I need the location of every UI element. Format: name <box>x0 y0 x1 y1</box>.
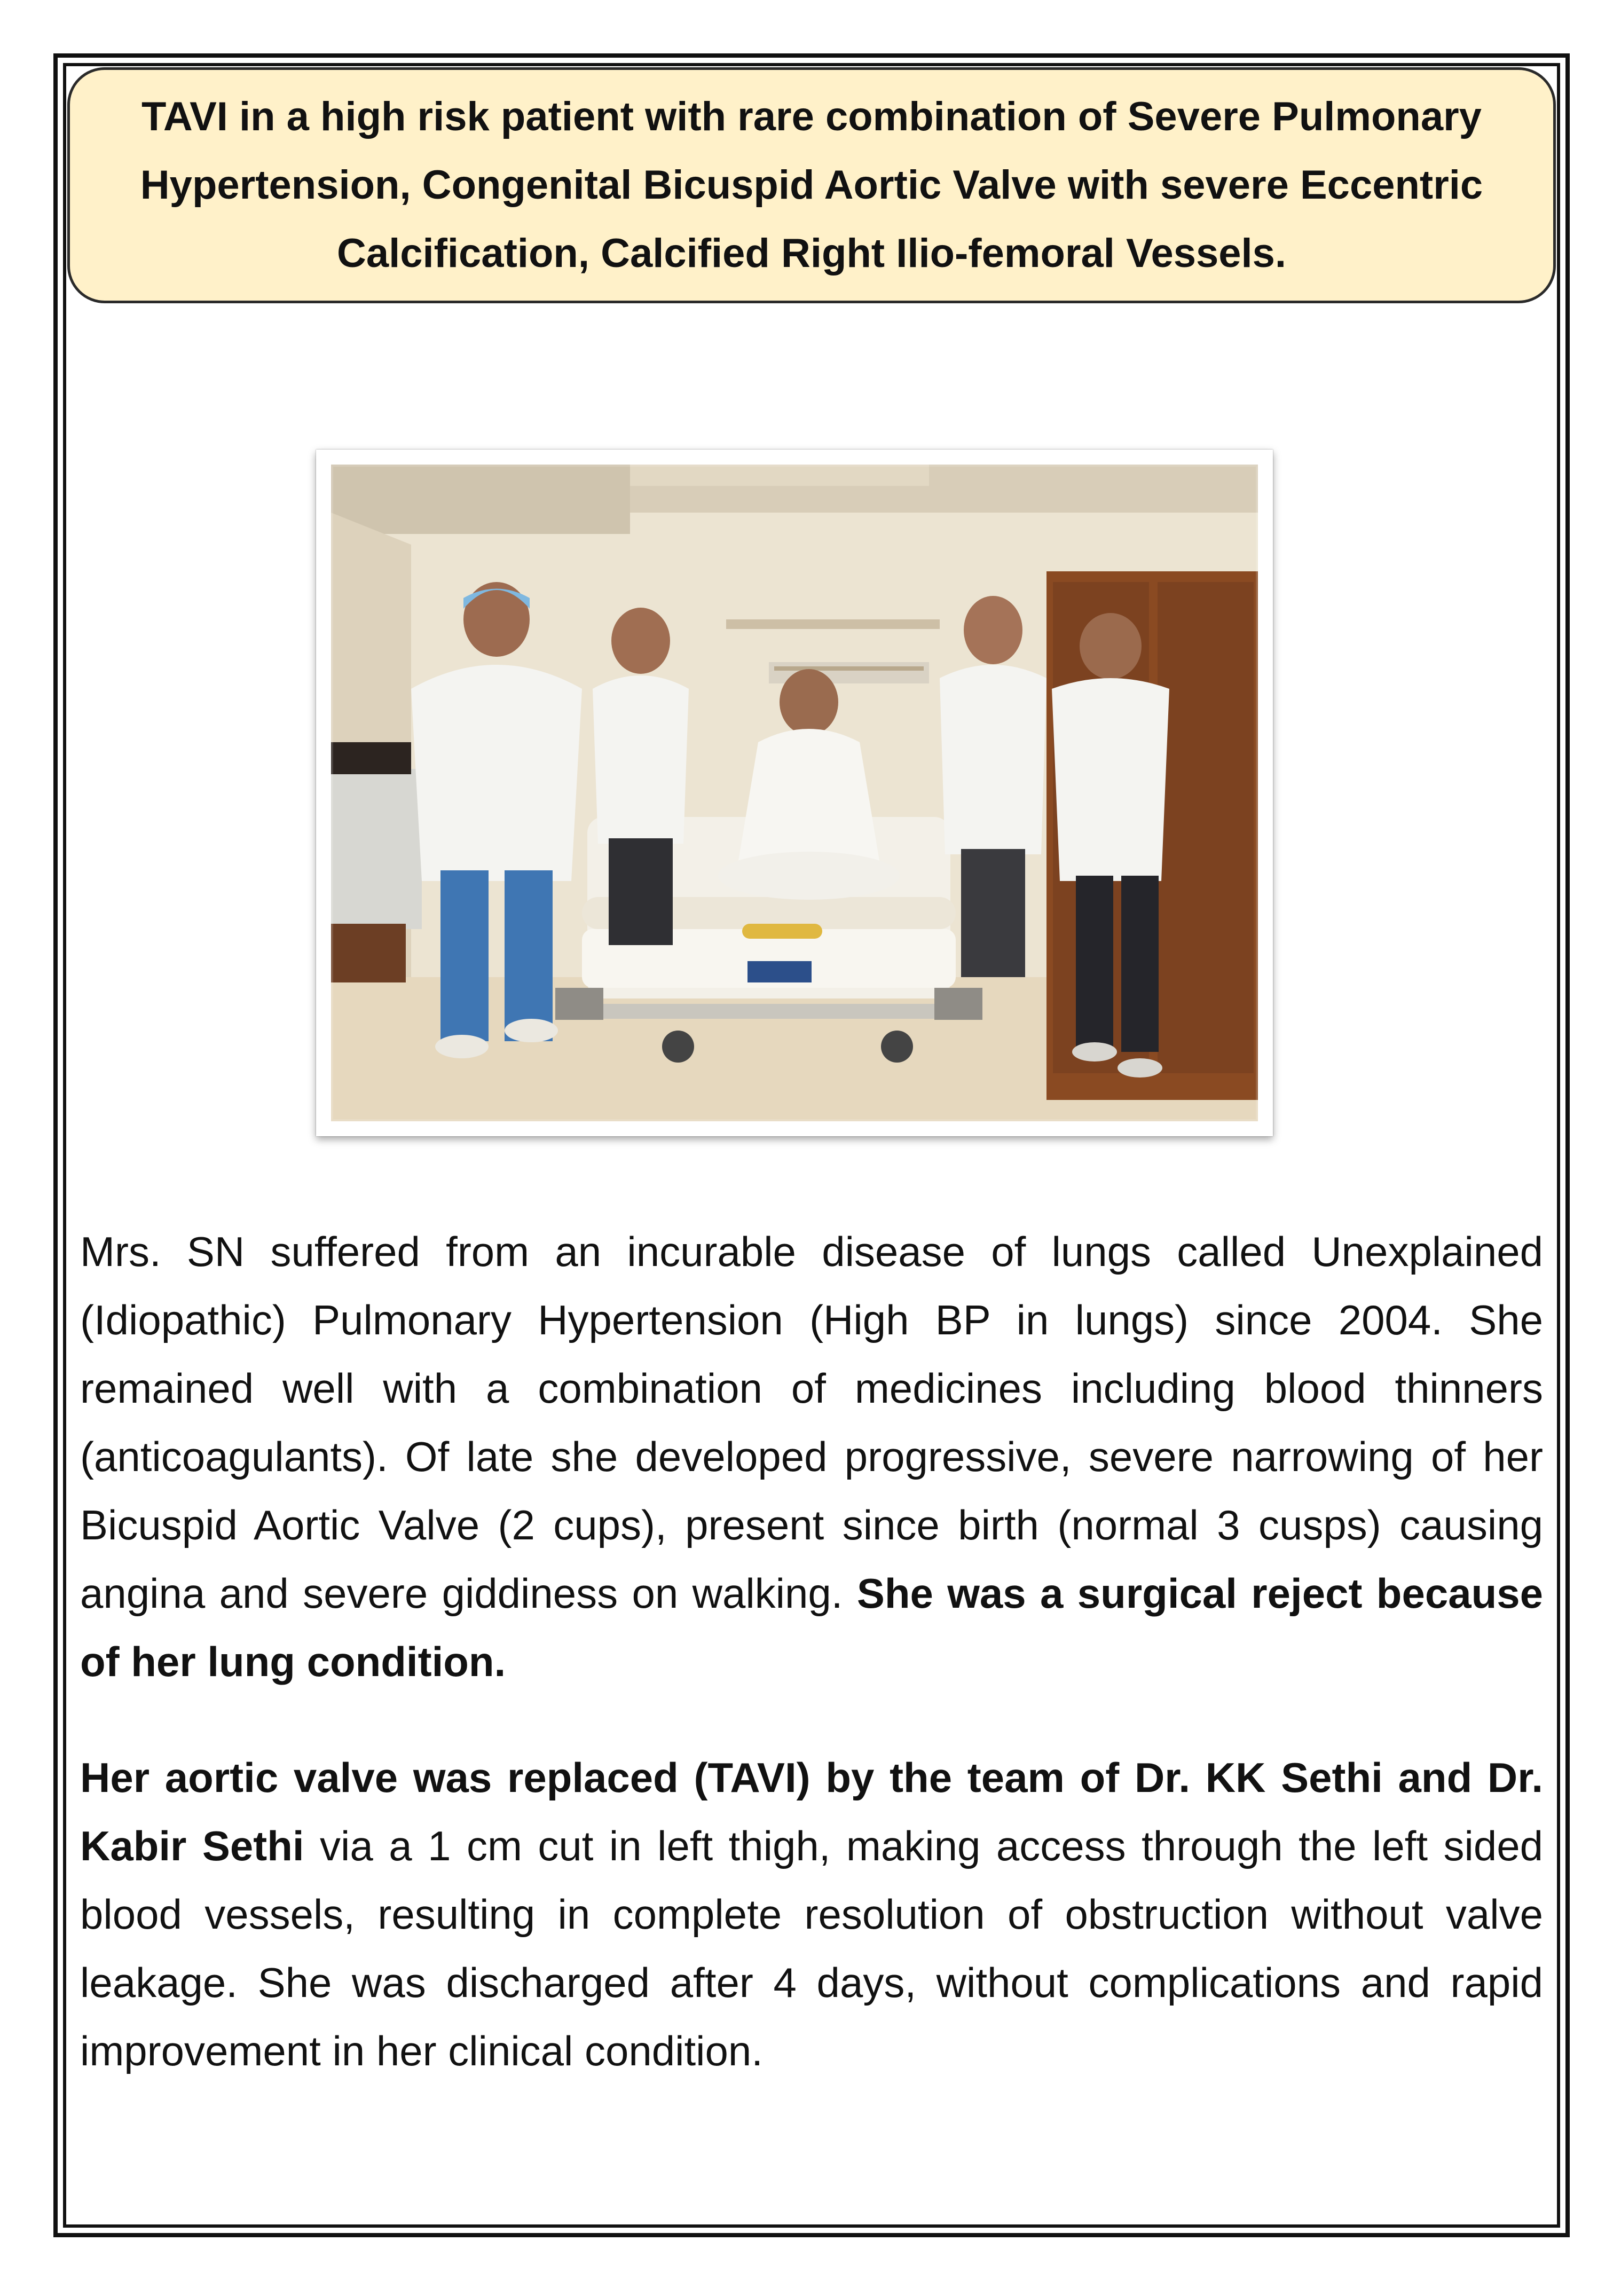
paragraph-procedure <box>80 1743 1543 2085</box>
paragraph-history-bold: She was a surgical reject because of her lung condition. <box>80 1570 1543 1685</box>
paragraph-history <box>80 1217 1543 1696</box>
paragraph-history-text: Mrs. SN suffered from an incurable disease of lungs called Unexplained (Idiopathic) Pulmonary Hypertension (High BP in lungs) since 2004. She remained well with a combination of medicines including blood thinners (anticoagulants). Of late she developed progressive, severe narrowing of her Bicuspid Aortic Valve (2 cups), present since birth (normal 3 cusps) causing angina and severe giddiness on walking. <box>80 1228 1543 1617</box>
team-photo <box>316 450 1273 1136</box>
paragraph-procedure-bold: Her aortic valve was replaced (TAVI) by the team of Dr. KK Sethi and Dr. Kabir Sethi <box>80 1754 1543 1869</box>
paragraph-procedure-text: via a 1 cm cut in left thigh, making access through the left sided blood vessels, resulting in complete resolution of obstruction without valve leakage. She was discharged after 4 days, without complications and rapid improvement in her clinical condition. <box>80 1822 1544 2074</box>
page-title: TAVI in a high risk patient with rare combination of Severe Pulmonary Hypertension, Congenital Bicuspid Aortic Valve with severe Eccentric Calcification, Calcified Right Ilio-femoral Vessels. <box>140 94 1483 276</box>
team-photo-illustration <box>331 465 1258 1121</box>
title-box <box>67 67 1556 303</box>
